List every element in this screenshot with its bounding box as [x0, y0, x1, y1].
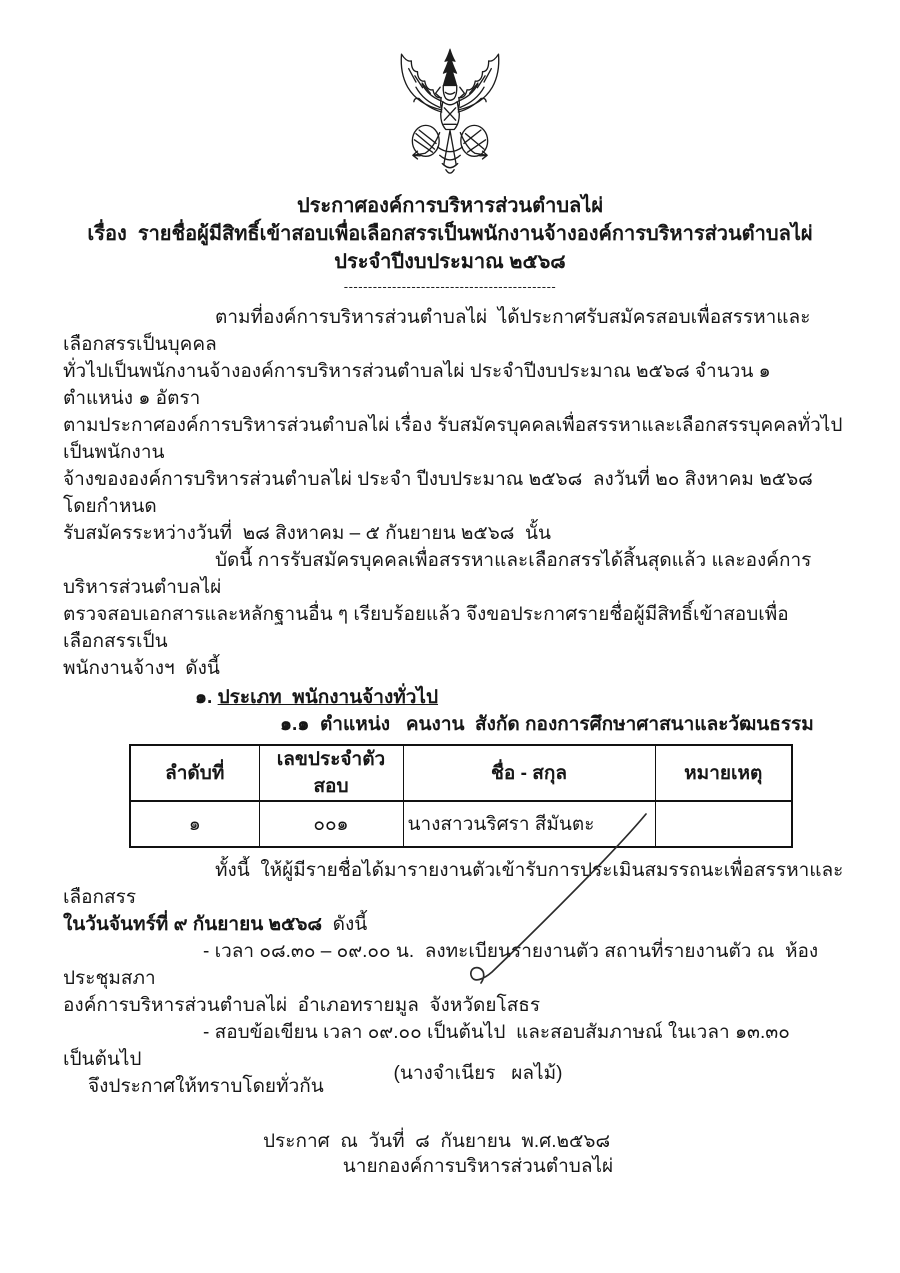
paragraph-1 [63, 304, 844, 547]
document-title-line2: เรื่อง รายชื่อผู้มีสิทธิ์เข้าสอบเพื่อเลือกสรรเป็นพนักงานจ้างองค์การบริหารส่วนตำบลไผ่ [87, 223, 813, 245]
schedule-bullet-2: - สอบข้อเขียน เวลา ๐๙.๐๐ เป็นต้นไป และสอบสัมภาษณ์ ในเวลา ๑๓.๓๐ เป็นต้นไป [63, 1022, 801, 1070]
paragraph-line: องค์การบริหารส่วนตำบลไผ่ อำเภอทรายมูล จังหวัดยโสธร [63, 995, 541, 1016]
cell-name: นางสาวนริศรา สีมันตะ [403, 801, 655, 847]
signer-name: (นางจำเนียร ผลไม้) [393, 1063, 563, 1084]
section-1-number: ๑. [195, 687, 213, 708]
document-title-line1: ประกาศองค์การบริหารส่วนตำบลไผ่ [296, 195, 604, 217]
section-1-1-heading: ๑.๑ ตำแหน่ง คนงาน สังกัด กองการศึกษาศาสนาและวัฒนธรรม [280, 714, 814, 735]
handwritten-signature [428, 798, 668, 998]
cell-remark [655, 801, 792, 847]
paragraph-line: ตามที่องค์การบริหารส่วนตำบลไผ่ ได้ประกาศรับสมัครสอบเพื่อสรรหาและเลือกสรรเป็นบุคคล [63, 307, 811, 355]
table-header-row [130, 745, 792, 801]
announcement-date-line: ประกาศ ณ วันที่ ๘ กันยายน พ.ศ.๒๕๖๘ [263, 1131, 611, 1152]
paragraph-line: ตามประกาศองค์การบริหารส่วนตำบลไผ่ เรื่อง รับสมัครบุคคลเพื่อสรรหาและเลือกสรรบุคคลทั่วไปเป็นพนักงาน [63, 415, 843, 463]
cell-exam-number: ๐๐๑ [259, 801, 403, 847]
paragraph-line: ตรวจสอบเอกสารและหลักฐานอื่น ๆ เรียบร้อยแล้ว จึงขอประกาศรายชื่อผู้มีสิทธิ์เข้าสอบเพื่อเลือกสรรเป็น [63, 604, 789, 652]
section-1-title: ประเภท พนักงานจ้างทั่วไป [217, 687, 439, 708]
paragraph-line: พนักงานจ้างฯ ดังนี้ [63, 658, 220, 679]
signer-title: นายกองค์การบริหารส่วนตำบลไผ่ [342, 1156, 614, 1177]
garuda-emblem [388, 48, 512, 186]
section-1-heading [195, 684, 844, 711]
column-header-exam-number: เลขประจำตัวสอบ [259, 745, 403, 801]
column-header-name: ชื่อ - สกุล [403, 745, 655, 801]
garuda-emblem-drawing [388, 48, 512, 178]
paragraph-line: จ้างขององค์การบริหารส่วนตำบลไผ่ ประจำ ปีงบประมาณ ๒๕๖๘ ลงวันที่ ๒๐ สิงหาคม ๒๕๖๘ โดยกำหนด [63, 469, 824, 517]
paragraph-line: ทั่วไปเป็นพนักงานจ้างองค์การบริหารส่วนตำบลไผ่ ประจำปีงบประมาณ ๒๕๖๘ จำนวน ๑ ตำแหน่ง ๑ อัตรา [63, 361, 776, 409]
paragraph-tail: ดังนี้ [322, 914, 368, 935]
paragraph-line: - เวลา ๐๘.๓๐ – ๐๙.๐๐ น. ลงทะเบียนรายงานตัว สถานที่รายงานตัว ณ ห้องประชุมสภา [63, 941, 819, 989]
document-title-line3: ประจำปีงบประมาณ ๒๕๖๘ [334, 251, 566, 273]
column-header-index: ลำดับที่ [130, 745, 259, 801]
exam-date-bold: ในวันจันทร์ที่ ๙ กันยายน ๒๕๖๘ [63, 914, 323, 935]
paragraph-line: บัดนี้ การรับสมัครบุคคลเพื่อสรรหาและเลือกสรรได้สิ้นสุดแล้ว และองค์การบริหารส่วนตำบลไผ่ [63, 550, 812, 598]
column-header-remark: หมายเหตุ [655, 745, 792, 801]
separator-dashes: -------------------------------------------- [343, 279, 557, 294]
signature-block [128, 996, 828, 1244]
closing-line: จึงประกาศให้ทราบโดยทั่วกัน [88, 1076, 324, 1097]
cell-index: ๑ [130, 801, 259, 847]
paragraph-line: รับสมัครระหว่างวันที่ ๒๘ สิงหาคม – ๕ กันยายน ๒๕๖๘ นั้น [63, 523, 551, 544]
paragraph-line: ทั้งนี้ ให้ผู้มีรายชื่อได้มารายงานตัวเข้ารับการประเมินสมรรถนะเพื่อสรรหาและเลือกสรร [63, 860, 844, 908]
paragraph-2 [63, 547, 844, 682]
